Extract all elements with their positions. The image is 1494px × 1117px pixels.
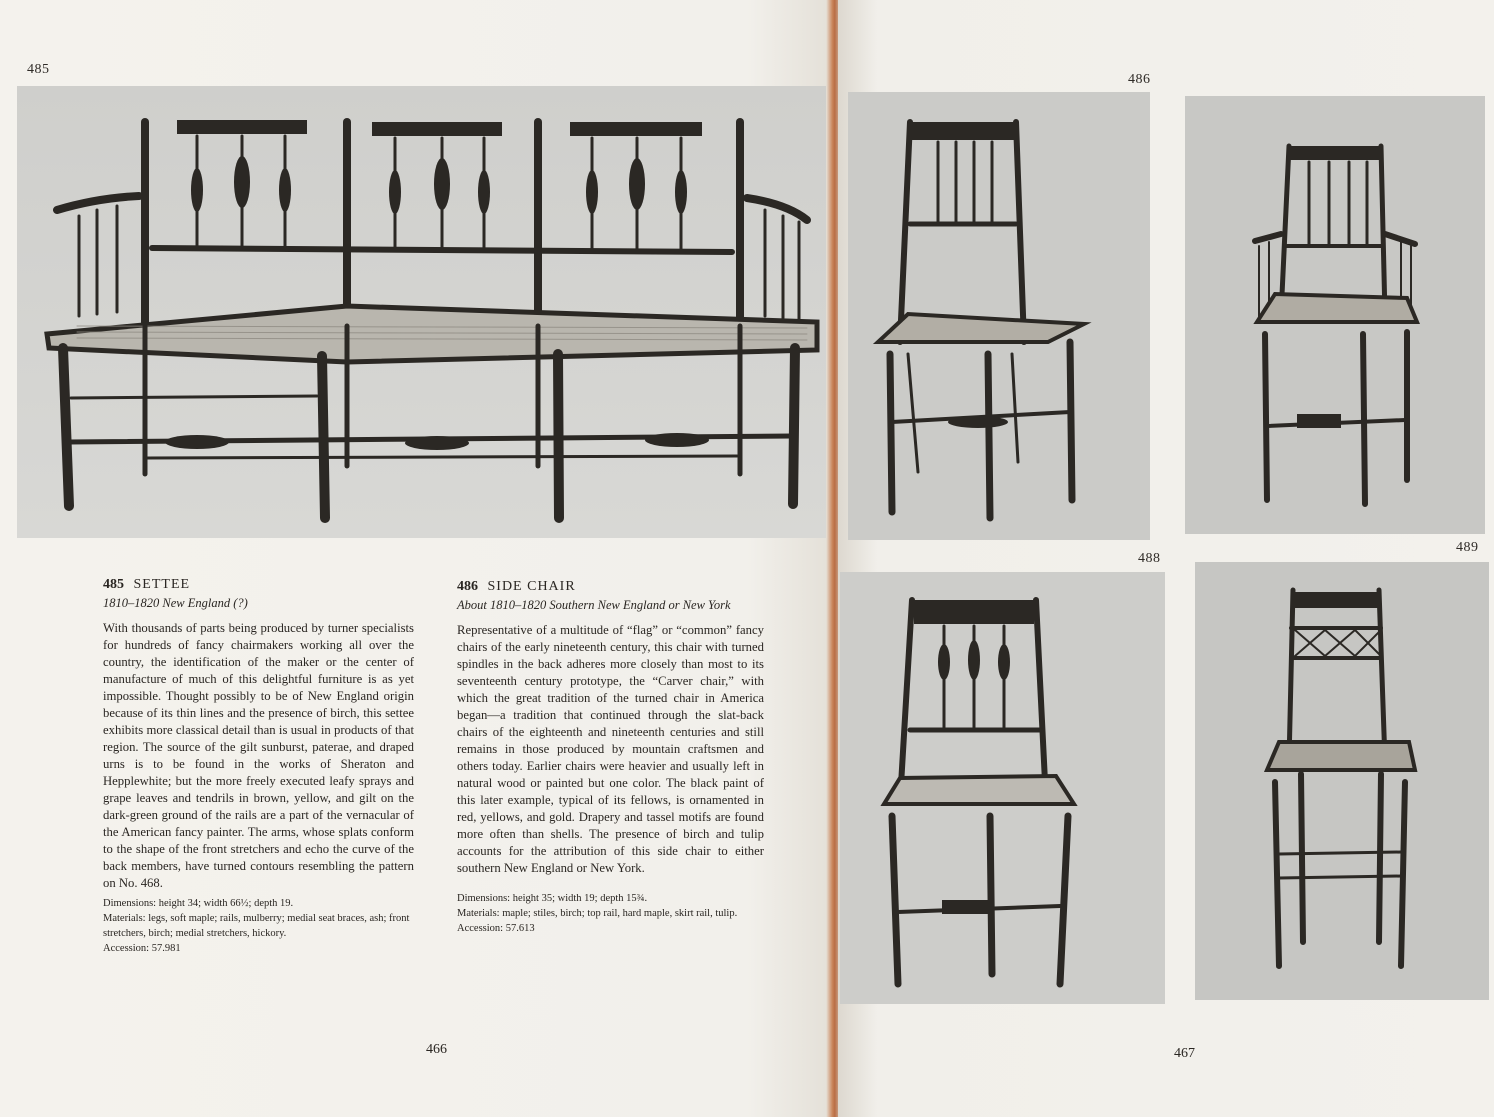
right-page [838,0,1494,1117]
caption-body: With thousands of parts being produced by turner specialists for hundreds of fancy chairmakers working all over the country, the identification of the maker or the center of manufacture of much of this delightful furniture is as yet impossible. Thought possibly to be of New England origin because of its thin lines and the presence of birch, this settee exhibits more classical detail than is usual in products of that region. The source of the gilt sunburst, paterae, and draped urns is to be found in the works of Sheraton and Hepplewhite; but the more freely executed leafy sprays and grape leaves and tendrils in brown, yellow, and gilt on the dark-green ground of the rails are a part of the vernacular of the American fancy painter. The arms, whose splats conform to the shape of the front stretchers and echo the curve of the back members, have turned contours resembling the pattern on No. 468. [103,621,414,890]
caption-side-chair [457,578,764,936]
chair-489-illustration [1195,562,1489,1000]
caption-name: SETTEE [133,577,191,592]
caption-dimensions: Dimensions: height 35; width 19; depth 15¾. [457,893,648,904]
side-chair-illustration [848,92,1150,540]
armchair-illustration [1185,96,1485,534]
caption-number: 486 [457,579,478,594]
caption-accession: Accession: 57.981 [103,943,181,954]
plate-number: 489 [1456,540,1479,555]
chair-489-photo [1195,562,1489,1000]
armchair-photo [1185,96,1485,534]
plate-number: 485 [27,62,50,77]
caption-date-origin: 1810–1820 New England (?) [103,596,248,610]
settee-photo [17,86,827,538]
plate-number: 486 [1128,72,1151,87]
caption-body: Representative of a multitude of “flag” or “common” fancy chairs of the early nineteenth century, this chair with turned spindles in the back adheres more closely than most to its seventeenth century prototype, the “Carver chair,” with which the great tradition of the turned chair in America began—a tradition that continued through the slat-back chairs of the eighteenth and nineteenth centuries and still remains in those produced by mountain craftsmen and others today. Earlier chairs were heavier and usually left in natural wood or painted but one color. The black paint of this later example, typical of its fellows, is ornamented in red, yellows, and gold. Drapery and tassel motifs are found more often than shells. The presence of birch and tulip accounts for the attribution of this side chair to either southern New England or New York. [457,623,764,875]
page-folio: 467 [1174,1046,1195,1061]
caption-dimensions: Dimensions: height 34; width 66½; depth 19. [103,898,294,909]
caption-settee [103,576,414,956]
plate-number: 488 [1138,551,1161,566]
chair-488-illustration [840,572,1165,1004]
caption-accession: Accession: 57.613 [457,923,535,934]
side-chair-photo [848,92,1150,540]
chair-488-photo [840,572,1165,1004]
caption-number: 485 [103,577,124,592]
caption-title [457,578,764,595]
caption-materials: Materials: legs, soft maple; rails, mulberry; medial seat braces, ash; front stretchers, birch; medial stretchers, hickory. [103,913,410,939]
caption-materials: Materials: maple; stiles, birch; top rail, hard maple, skirt rail, tulip. [457,908,738,919]
caption-name: SIDE CHAIR [487,579,576,594]
page-folio: 466 [426,1042,447,1057]
caption-title [103,576,414,593]
settee-illustration [17,86,827,538]
caption-date-origin: About 1810–1820 Southern New England or New York [457,598,731,612]
